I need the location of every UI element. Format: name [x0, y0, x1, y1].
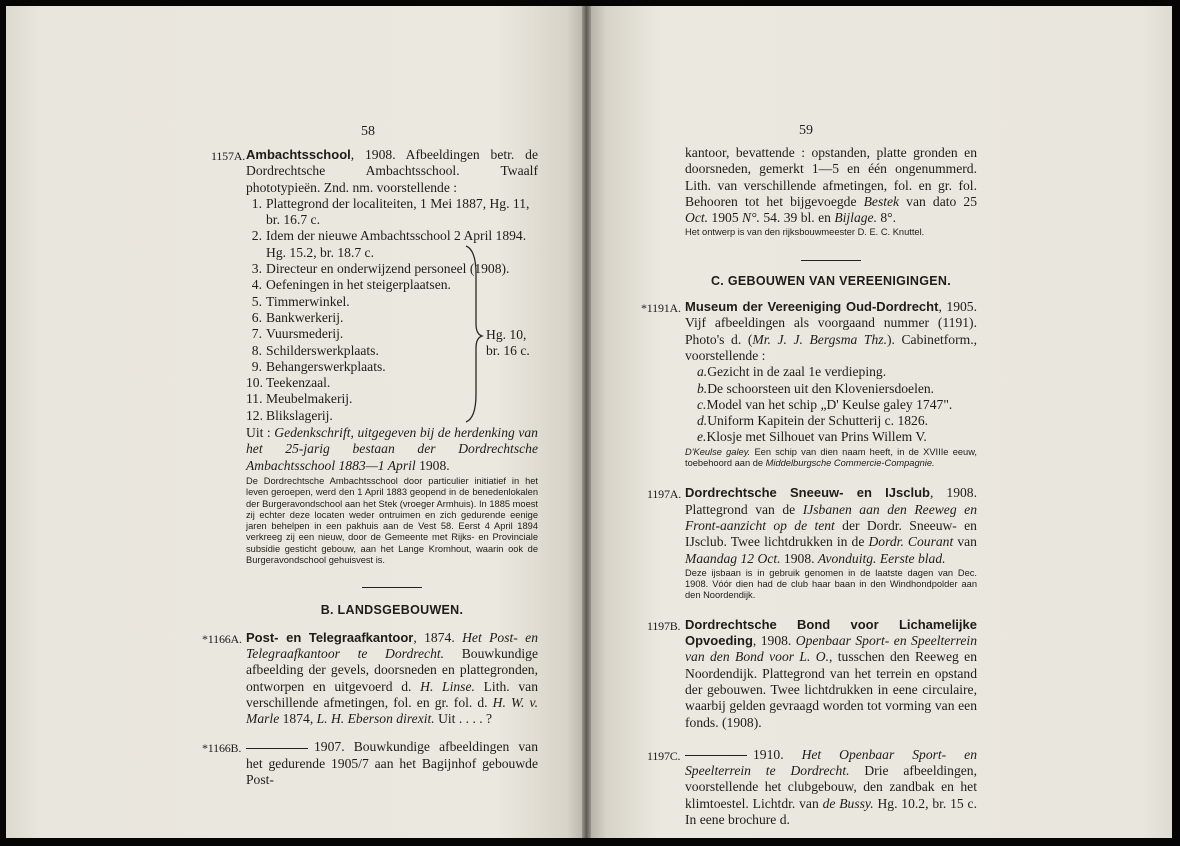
list-item: d.Uniform Kapitein der Schutterij c. 1826. [697, 413, 929, 429]
list-item: 1. Plattegrond der localiteiten, 1 Mei 1887, Hg. 11, br. 16.7 c. [251, 195, 530, 228]
entry-1197c: 1197C. 1910. Het Openbaar Sport- en Speelterrein te Dordrecht. Drie afbeeldingen, voorstellende het clubgebouw, den zandbak en het klimtoestel. Lichtdr. van de Bussy. Hg. 10.2, br. 15 c. In eene brochure d. [647, 746, 978, 827]
photo-list [685, 364, 977, 445]
entry-note: Het ontwerp is van den rijksbouwmeester D. E. C. Knuttel. [685, 227, 925, 238]
entry-1197a: 1197A. Dordrechtsche Sneeuw- en IJsclub, 1908. Plattegrond van de IJsbanen aan den Reeweg en Front-aanzicht op de tent der Dordr. Sneeuw- en IJsclub. Twee lichtdrukken in de Dordr. Courant van Maandag 12 Oct. 1908. Avonduitg. Eerste blad. Deze ijsbaan is in gebruik genomen in de laatste dagen van Dec. 1908. Vóór dien had de club haar baan in den Windhondpolder aan den Noordendijk. [647, 485, 977, 601]
entry-1197b: 1197B. Dordrechtsche Bond voor Lichamelijke Opvoeding, 1908. Openbaar Sport- en Speelterrein van den Bond voor L. O., tusschen den Reeweg en Noordendijk. Plattegrond van het terrein en opstand der gebouwen. Twee lichtdrukken in eene circulaire, waarbij gelden gevraagd worden tot vorming van een fonds. (1908). [647, 616, 977, 730]
source-title: Gedenkschrift, uitgegeven bij de herdenking van het 25-jarig bestaan der Dordrechtsche Ambachtsschool 1883—1 April [246, 425, 538, 473]
entry-note: Deze ijsbaan is in gebruik genomen in de laatste dagen van Dec. 1908. Vóór dien had de club haar baan in den Windhondpolder aan den Noordendijk. [685, 567, 977, 601]
entry-number: 1197B. [647, 618, 681, 633]
entry-note: De Dordrechtsche Ambachtsschool door particulier initiatief in het leven geroepen, werd den 1 April 1883 geopend in de benedenlokalen der Burgeravondschool aan het Stek (vroeger Armhuis). In 1885 moest zij echter deze locaten weder ontruimen en zich gedurende eenige jaren behelpen in een pakhuis aan de Vest 58. Eerst 4 April 1894 verkreeg zij een nieuw, door de Gemeente met Rijks- en Provinciale subsidie gesticht gebouw, aan het Lange Kromhout, waarin ook de Burgeravondschool gehuisvest is. [246, 475, 538, 566]
entry-title: Dordrechtsche Sneeuw- en IJsclub [685, 485, 930, 501]
entry-1166b: *1166B. 1907. Bouwkundige afbeeldingen van het gedurende 1905/7 aan het Bagijnhof gebouwde Post- [202, 739, 538, 787]
entry-title: Museum der Vereeniging Oud-Dordrecht [685, 299, 939, 315]
entry-number: 1197C. [647, 748, 681, 763]
entry-number: 1197A. [647, 487, 682, 502]
book-gutter [582, 6, 591, 838]
section-divider [801, 260, 861, 261]
entry-1191a: *1191A. Museum der Vereeniging Oud-Dordrecht, 1905. Vijf afbeeldingen als voorgaand nummer (1191). Photo's d. (Mr. J. J. Bergsma Thz.). Cabinetform., voorstellende : a.Gezicht in de zaal 1e verdieping. b.De schoorsteen uit den Kloveniersdoelen. c.Model van het schip „D' Keulse galey 1747". d.Uniform Kapitein der Schutterij c. 1826. e.Klosje met Silhouet van Prins Willem V. D'Keulse galey. Een schip van dien naam heeft, in de XVIIIe eeuw, toebehoord aan de Middelburgsche Commercie-Compagnie. [641, 299, 977, 469]
entry-number: *1166A. [202, 631, 242, 646]
list-item: c.Model van het schip „D' Keulse galey 1747". [697, 396, 953, 412]
entry-title: Post- en Telegraafkantoor [246, 629, 414, 645]
curly-brace-icon [464, 244, 486, 424]
entry-title: Dordrechtsche Bond voor Lichamelijke Opvoeding [685, 616, 977, 649]
source-prefix: Uit : [246, 425, 275, 441]
source-date: 1908. [415, 457, 450, 473]
entry-intro: , 1908. Afbeeldingen betr. de Dordrechtsche Ambachtsschool. Twaalf phototypieën. Znd. nm. voorstellende : [246, 147, 538, 195]
page-number-left: 58 [361, 124, 375, 139]
section-heading-c: C. GEBOUWEN VAN VEREENIGINGEN. [710, 273, 952, 288]
entry-1157a [211, 147, 538, 566]
list-item: 9. Behangerswerkplaats. [251, 358, 386, 374]
photo-list [246, 196, 538, 424]
list-item: 3. Directeur en onderwijzend personeel (1908). [251, 261, 510, 277]
brace-label-width: br. 16 c. [486, 343, 530, 358]
brace-label-height: Hg. 10, [486, 327, 527, 342]
section-divider [362, 587, 422, 588]
list-item: 5. Timmerwinkel. [251, 293, 350, 309]
list-item: 12. Blikslagerij. [246, 407, 333, 423]
entry-note: D'Keulse galey. Een schip van dien naam heeft, in de XVIIIe eeuw, toebehoord aan de Middelburgsche Commercie-Compagnie. [685, 446, 977, 469]
list-item: 2. Idem der nieuwe Ambachtsschool 2 April 1894. Hg. 15.2, br. 18.7 c. [251, 228, 527, 260]
list-item: 11. Meubelmakerij. [246, 391, 353, 407]
entry-1166a: *1166A. Post- en Telegraafkantoor, 1874. Het Post- en Telegraafkantoor te Dordrecht. Bouwkundige afbeelding der gevels, doorsneden en plattegronden, ontworpen en uitgevoerd d. H. Linse. Lith. van verschillende afmetingen, fol. en gr. fol. d. H. W. v. Marle 1874, L. H. Eberson direxit. Uit . . . . ? [202, 629, 538, 727]
entry-number: 1157A. [211, 149, 246, 163]
list-item: b.De schoorsteen uit den Kloveniersdoelen. [697, 380, 935, 396]
page-number-right: 59 [799, 123, 813, 138]
entry-continuation: kantoor, bevattende : opstanden, platte gronden en doorsneden, gemerkt 1—5 en één ongenummerd. Lith. van verschillende afmetingen, fol. en gr. fol. Behooren tot het bijgevoegde Bestek van dato 25 Oct. 1905 N°. 54. 39 bl. en Bijlage. 8°. Het ontwerp is van den rijksbouwmeester D. E. C. Knuttel. [685, 145, 977, 238]
list-item: 8. Schilderswerkplaats. [251, 342, 379, 358]
list-item: 7. Vuursmederij. [251, 326, 344, 342]
list-item: 10. Teekenzaal. [246, 375, 331, 391]
list-item: 6. Bankwerkerij. [251, 309, 344, 325]
entry-number: *1166B. [202, 741, 242, 756]
entry-number: *1191A. [641, 301, 681, 316]
list-item: 4. Oefeningen in het steigerplaatsen. [251, 277, 451, 293]
section-heading-b: B. LANDSGEBOUWEN. [320, 603, 464, 618]
list-item: a.Gezicht in de zaal 1e verdieping. [697, 364, 887, 380]
ditto-dash [246, 748, 308, 749]
left-page-text [202, 147, 538, 788]
ditto-dash [685, 755, 747, 756]
right-page-text [641, 145, 978, 828]
entry-title: Ambachtsschool [246, 147, 351, 162]
list-item: e.Klosje met Silhouet van Prins Willem V. [697, 429, 927, 445]
